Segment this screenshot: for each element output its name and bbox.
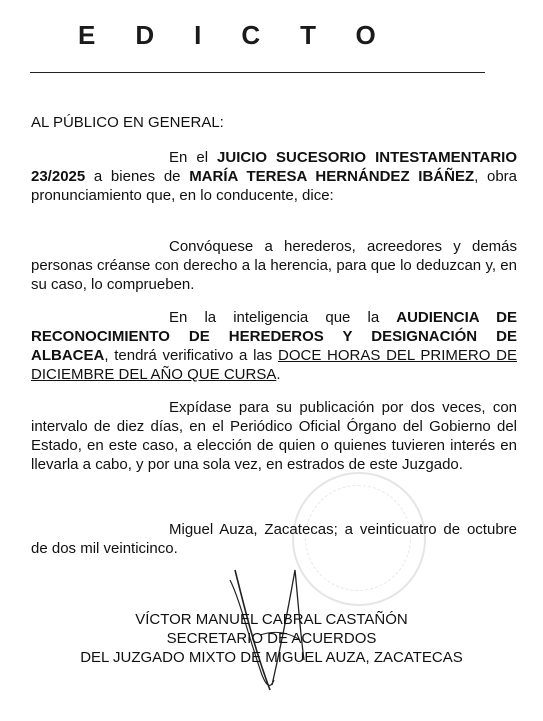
signer-role: SECRETARIO DE ACUERDOS — [166, 630, 377, 647]
document-title: EDICTO — [78, 20, 416, 50]
salutation: AL PÚBLICO EN GENERAL: — [31, 114, 224, 131]
paragraph-place-date: Miguel Auza, Zacatecas; a veinticuatro de octubre de dos mil veinticinco. — [31, 521, 517, 557]
signer-name: VÍCTOR MANUEL CABRAL CASTAÑÓN — [135, 611, 408, 628]
hearing-date: DOCE HORAS DEL PRIMERO DE DICIEMBRE DEL AÑO QUE CURSA — [31, 347, 517, 383]
case-name: JUICIO SUCESORIO INTESTAMENTARIO 23/2025 — [31, 149, 517, 185]
paragraph-hearing: En la inteligencia que la AUDIENCIA DE RECONOCIMIENTO DE HEREDEROS Y DESIGNACIÓN DE ALBACEA, tendrá verificativo a las DOCE HORAS DEL PRIMERO DE DICIEMBRE DEL AÑO QUE CURSA. — [31, 309, 517, 383]
hearing-name: AUDIENCIA DE RECONOCIMIENTO DE HEREDEROS Y DESIGNACIÓN DE ALBACEA — [31, 309, 517, 364]
paragraph-case: En el JUICIO SUCESORIO INTESTAMENTARIO 23/2025 a bienes de MARÍA TERESA HERNÁNDEZ IBÁÑEZ, obra pronunciamiento que, en lo conducente, dice: — [31, 149, 517, 204]
paragraph-publication: Expídase para su publicación por dos veces, con intervalo de diez días, en el Periódico Oficial Órgano del Gobierno del Estado, en este caso, a elección de quien o quienes tuvieren interés en llevarla a cabo, y por una sola vez, en estrados de este Juzgado. — [31, 399, 517, 473]
title-divider — [30, 72, 485, 73]
paragraph-summons: Convóquese a herederos, acreedores y demás personas créanse con derecho a la herencia, para que lo deduzcan y, en su caso, lo comprueben. — [31, 238, 517, 293]
deceased-name: MARÍA TERESA HERNÁNDEZ IBÁÑEZ — [189, 168, 475, 185]
signer-court: DEL JUZGADO MIXTO DE MIGUEL AUZA, ZACATECAS — [80, 649, 463, 666]
